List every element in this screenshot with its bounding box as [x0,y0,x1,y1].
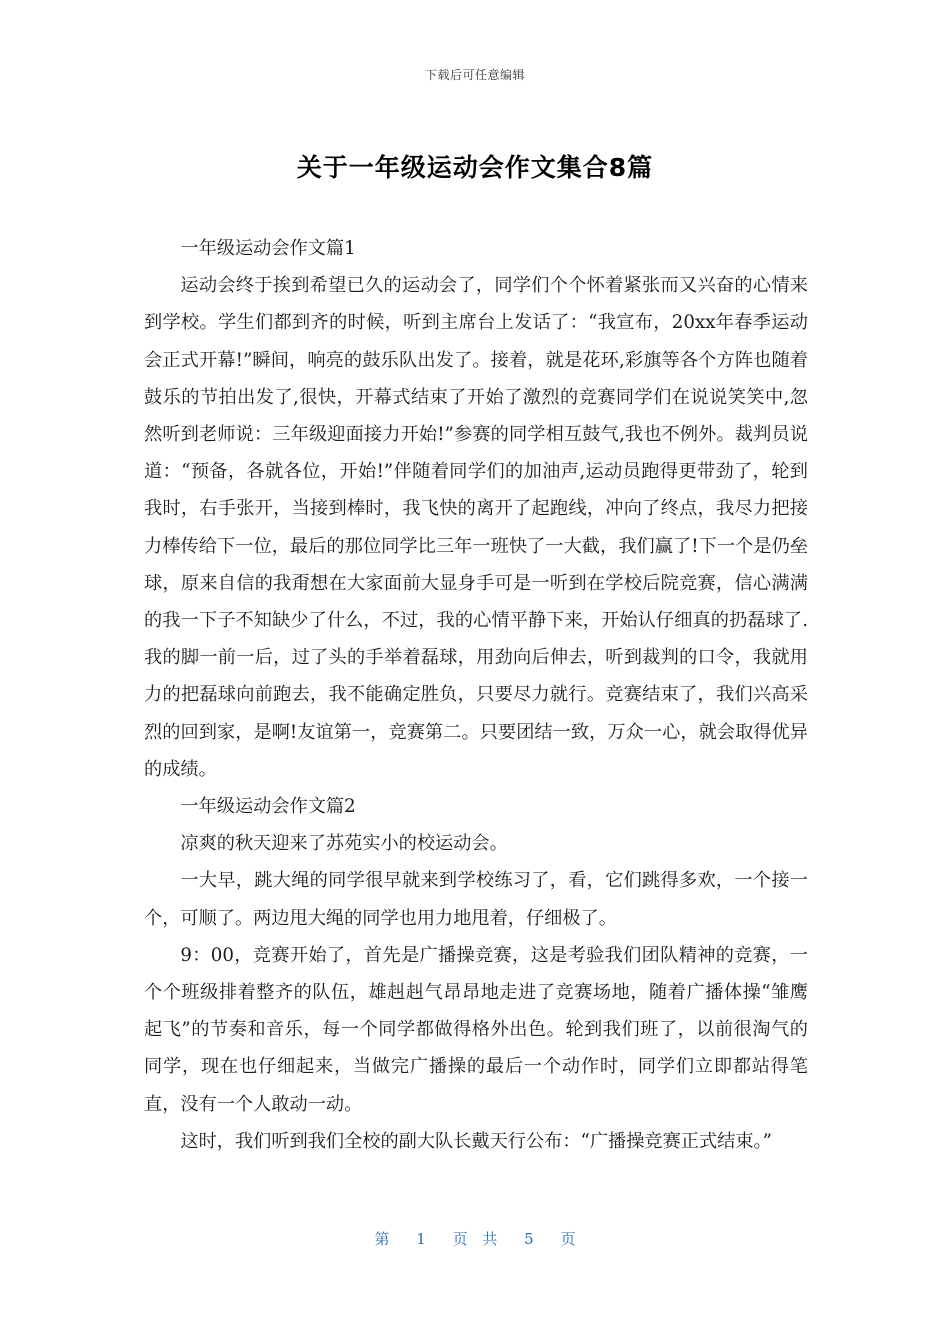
footer-current-page: 1 [416,1230,426,1248]
section-heading-2: 一年级运动会作文篇2 [180,796,356,818]
paragraph: 9：00，竞赛开始了，首先是广播操竞赛，这是考验我们团队精神的竞赛，一个个班级排着整齐的队伍，雄赳赳气昂昂地走进了竞赛场地，随着广播体操“雏鹰起飞”的节奏和音乐，每一个同学都做得格外出色。轮到我们班了，以前很淘气的同学，现在也仔细起来，当做完广播操的最后一个动作时，同学们立即都站得笔直，没有一个人敢动一动。 [144,944,808,1115]
footer-label-of: 页 共 [452,1230,498,1248]
footer-total-pages: 5 [524,1230,534,1248]
document-title: 关于一年级运动会作文集合8篇 [296,153,654,182]
section-heading-1: 一年级运动会作文篇1 [180,238,356,259]
header-note: 下载后可任意编辑 [424,68,525,82]
paragraph: 运动会终于挨到希望已久的运动会了，同学们个个怀着紧张而又兴奋的心情来到学校。学生们都到齐的时候，听到主席台上发话了：“我宣布，20xx年春季运动会正式开幕!”瞬间，响亮的鼓乐队出发了。接着，就是花环,彩旗等各个方阵也随着鼓乐的节拍出发了,很快，开幕式结束了开始了激烈的竞赛同学们在说说笑笑中,忽然听到老师说：三年级迎面接力开始!”参赛的同学相互鼓气,我也不例外。裁判员说道：“预备，各就各位，开始!”伴随着同学们的加油声,运动员跑得更带劲了，轮到我时，右手张开，当接到棒时，我飞快的离开了起跑线，冲向了终点，我尽力把接力棒传给下一位，最后的那位同学比三年一班快了一大截，我们赢了!下一个是仍垒球，原来自信的我甭想在大家面前大显身手可是一听到在学校后院竞赛，信心满满的我一下子不知缺少了什么，不过，我的心情平静下来，开始认仔细真的扔磊球了.我的脚一前一后，过了头的手举着磊球，用劲向后伸去，听到裁判的口令，我就用力的把磊球向前跑去，我不能确定胜负，只要尽力就行。竞赛结束了，我们兴高采烈的回到家，是啊!友谊第一，竞赛第二。只要团结一致，万众一心，就会取得优异的成绩。 [144,275,808,780]
paragraph: 凉爽的秋天迎来了苏苑实小的校运动会。 [180,833,508,855]
paragraph: 一大早，跳大绳的同学很早就来到学校练习了，看，它们跳得多欢，一个接一个，可顺了。两边甩大绳的同学也用力地甩着，仔细极了。 [144,870,808,929]
footer-label-page: 第 [374,1230,390,1248]
document-body [144,230,808,1160]
footer-label-end: 页 [560,1230,576,1248]
paragraph: 这时，我们听到我们全校的副大队长戴天行公布：“广播操竞赛正式结束。” [180,1130,772,1152]
page-number-footer [0,1228,950,1249]
